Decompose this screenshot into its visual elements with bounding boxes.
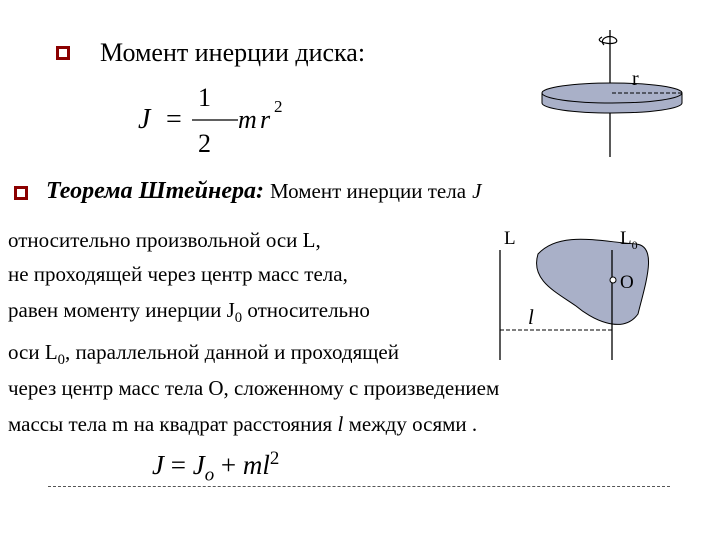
disk-moment-formula [130, 82, 310, 162]
line7-end: между осями . [343, 412, 478, 436]
formula-eq: = [163, 450, 193, 480]
formula-denominator: 2 [198, 129, 211, 158]
formula-plus: + [214, 450, 243, 480]
formula-j0-subscript: o [204, 464, 215, 486]
steiner-figure [490, 222, 690, 362]
bullet-marker [14, 186, 28, 200]
formula-j0: J [192, 450, 205, 480]
line4-start: равен моменту инерции J [8, 298, 235, 322]
line5-end: , параллельной данной и проходящей [65, 340, 399, 364]
disk-section-title: Момент инерции диска: [100, 38, 366, 67]
theorem-text-line-3: не проходящей через центр масс тела, [8, 262, 348, 286]
line5-start: оси L [8, 340, 58, 364]
disk-figure [530, 25, 700, 165]
formula-j: J [152, 450, 164, 480]
axis-L-label: L [504, 228, 516, 249]
formula-mass: m [238, 105, 257, 134]
line4-subscript: 0 [234, 310, 243, 327]
steiner-formula [152, 448, 279, 486]
radius-label: r [632, 68, 639, 90]
axis-L0-letter: L [620, 228, 632, 249]
center-of-mass-marker [610, 277, 616, 283]
steiner-lead-symbol: J [472, 179, 482, 203]
axis-L0-subscript: 0 [631, 238, 638, 252]
center-label: O [620, 272, 634, 293]
theorem-text-line-6: через центр масс тела О, сложенному с произведением [8, 376, 500, 400]
formula-equals: = [166, 104, 182, 135]
formula-numerator: 1 [198, 83, 211, 112]
rotation-arrow-icon [599, 37, 616, 45]
theorem-text-line-4 [8, 300, 370, 329]
distance-label: l [528, 305, 534, 329]
formula-ml: ml [242, 450, 270, 480]
steiner-title: Теорема Штейнера: [46, 178, 264, 204]
theorem-text-line-2: относительно произвольной оси L, [8, 228, 321, 252]
theorem-text-line-7 [8, 414, 477, 435]
formula-radius: r [260, 105, 271, 134]
line7-distance: l [337, 412, 344, 436]
formula-underline [48, 486, 670, 487]
line7-start: массы тела m на квадрат расстояния [8, 412, 338, 436]
steiner-theorem-line [46, 178, 481, 205]
formula-power: 2 [269, 448, 280, 469]
theorem-text-line-5 [8, 342, 399, 371]
line4-end: относительно [242, 298, 370, 322]
steiner-lead: Момент инерции тела [269, 179, 467, 203]
axis-L0-label [620, 228, 638, 252]
formula-lhs: J [138, 104, 151, 135]
formula-power: 2 [274, 97, 283, 116]
line5-subscript: 0 [57, 352, 66, 369]
bullet-marker [56, 46, 70, 60]
